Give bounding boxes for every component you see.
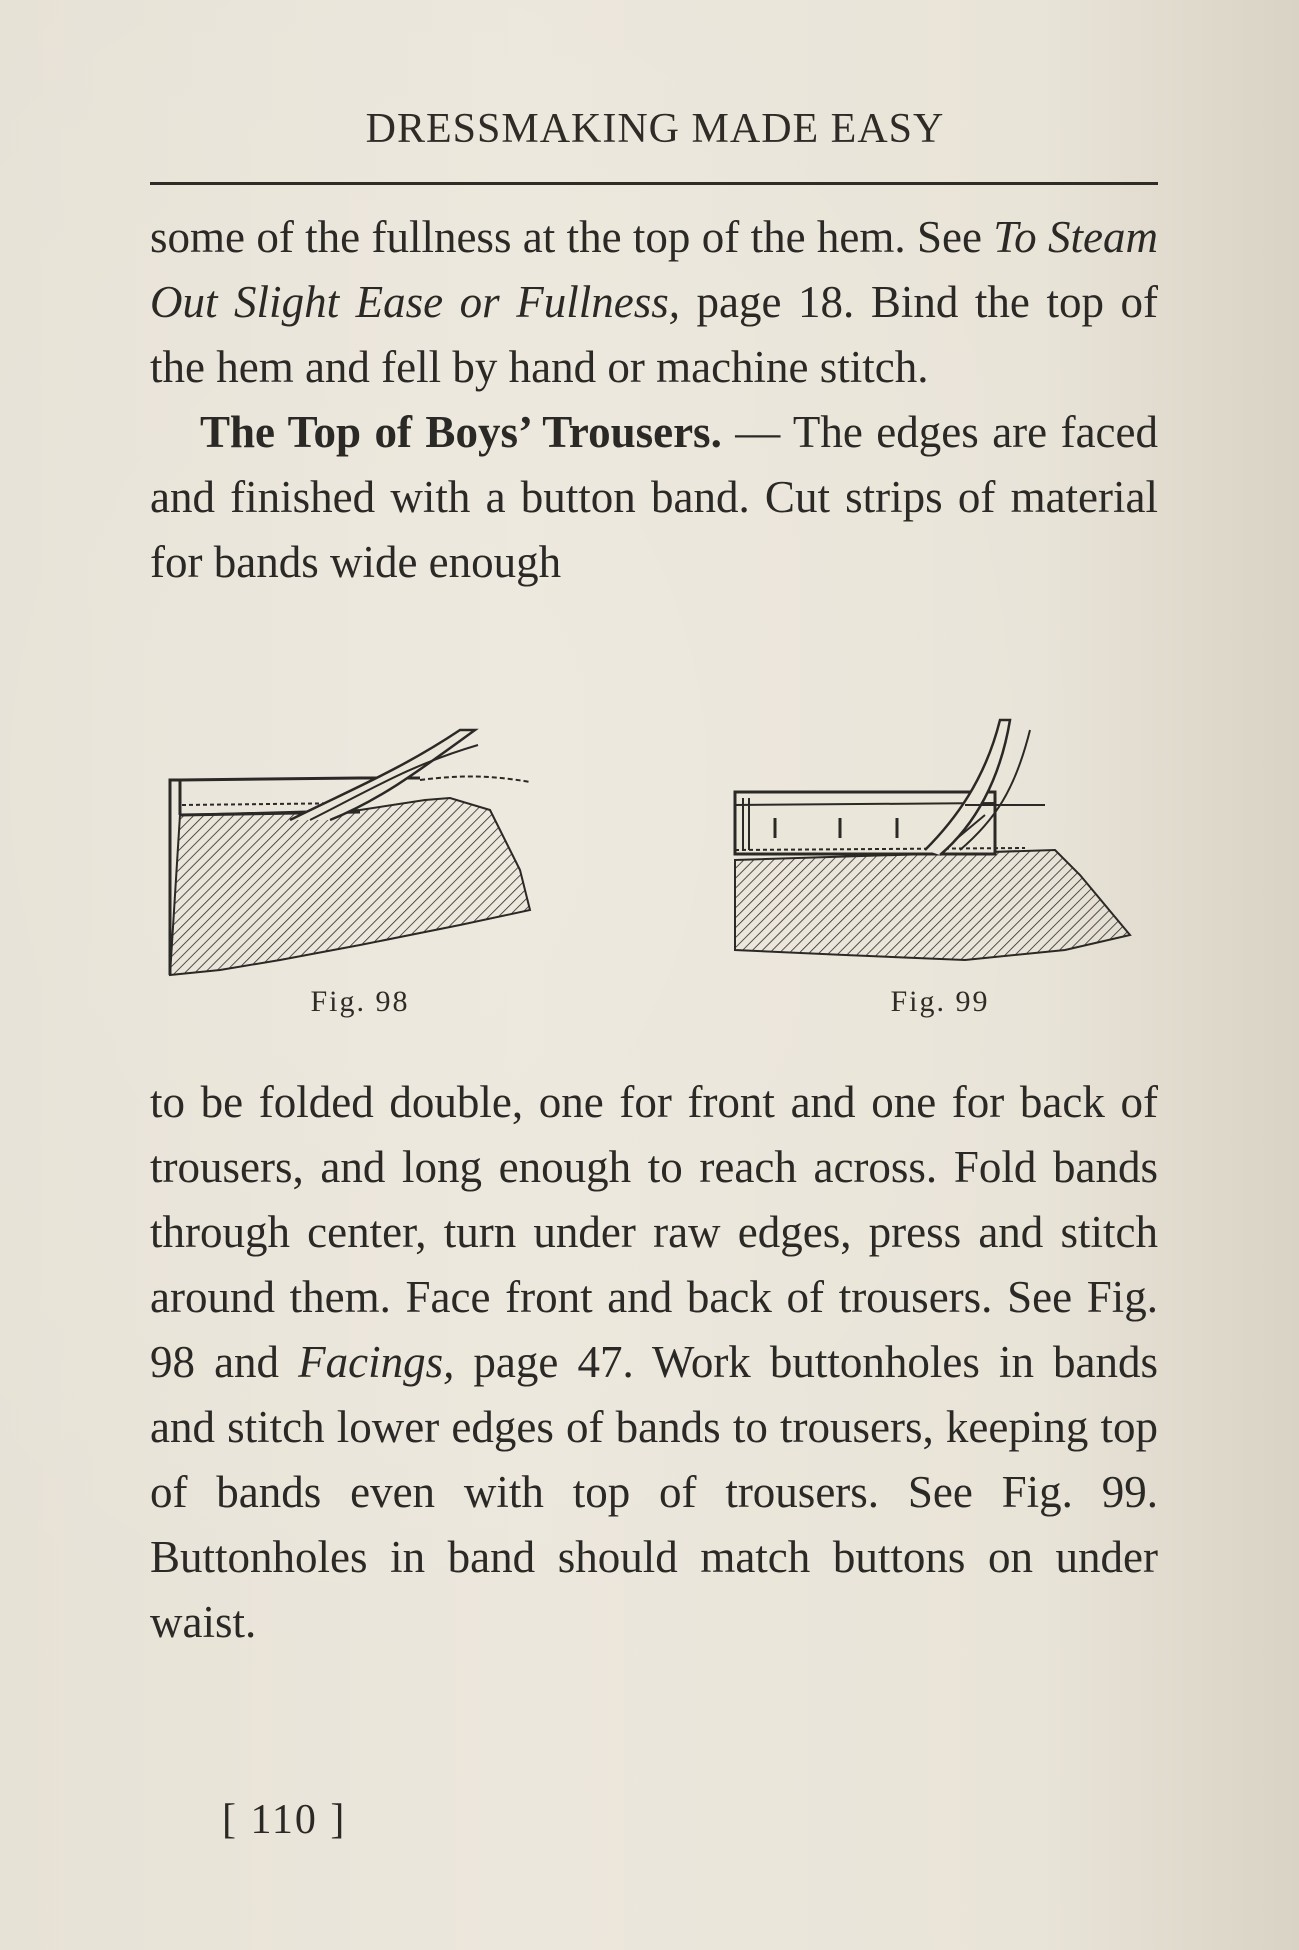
paragraph-trousers	[150, 400, 1158, 595]
paragraph-hem-text-b: page 18. Bind the top of the hem and fell by hand or machine stitch.	[150, 277, 1158, 392]
cross-reference-facings: Facings,	[298, 1337, 455, 1387]
paragraph-hem	[150, 205, 1158, 400]
running-head: DRESSMAKING MADE EASY	[365, 106, 945, 152]
header-rule	[150, 182, 1158, 185]
page-number: [ 110 ]	[222, 1797, 347, 1843]
paragraph-bands-text-b: page 47. Work buttonholes in bands and stitch lower edges of bands to trousers, keeping top of bands even with top of trousers. See Fig. 99. Buttonholes in band should match buttons on under waist.	[150, 1337, 1158, 1647]
text-block-bottom	[150, 1070, 1158, 1655]
button-band-drawing	[725, 700, 1145, 980]
figure-99-caption: Fig. 99	[890, 985, 990, 1018]
text-block-top	[150, 205, 1158, 595]
section-heading: The Top of Boys’ Trousers.	[200, 407, 722, 457]
figure-98-caption: Fig. 98	[310, 985, 410, 1018]
paragraph-trousers-text: — The edges are faced and finished with a button band. Cut strips of material for bands wide enough	[150, 407, 1158, 587]
cross-reference-steam: To Steam Out Slight Ease or Fullness,	[150, 212, 1158, 327]
figure-98-illustration	[160, 720, 580, 980]
figure-99-illustration	[725, 700, 1145, 980]
trouser-facing-drawing	[160, 720, 580, 980]
paragraph-bands-text-a: to be folded double, one for front and one for back of trousers, and long enough to reach across. Fold bands through center, turn under raw edges, press and stitch around them. Face front and back of trousers. See Fig. 98 and	[150, 1077, 1158, 1387]
paragraph-hem-text-a: some of the fullness at the top of the hem. See	[150, 212, 994, 262]
paragraph-bands	[150, 1070, 1158, 1655]
